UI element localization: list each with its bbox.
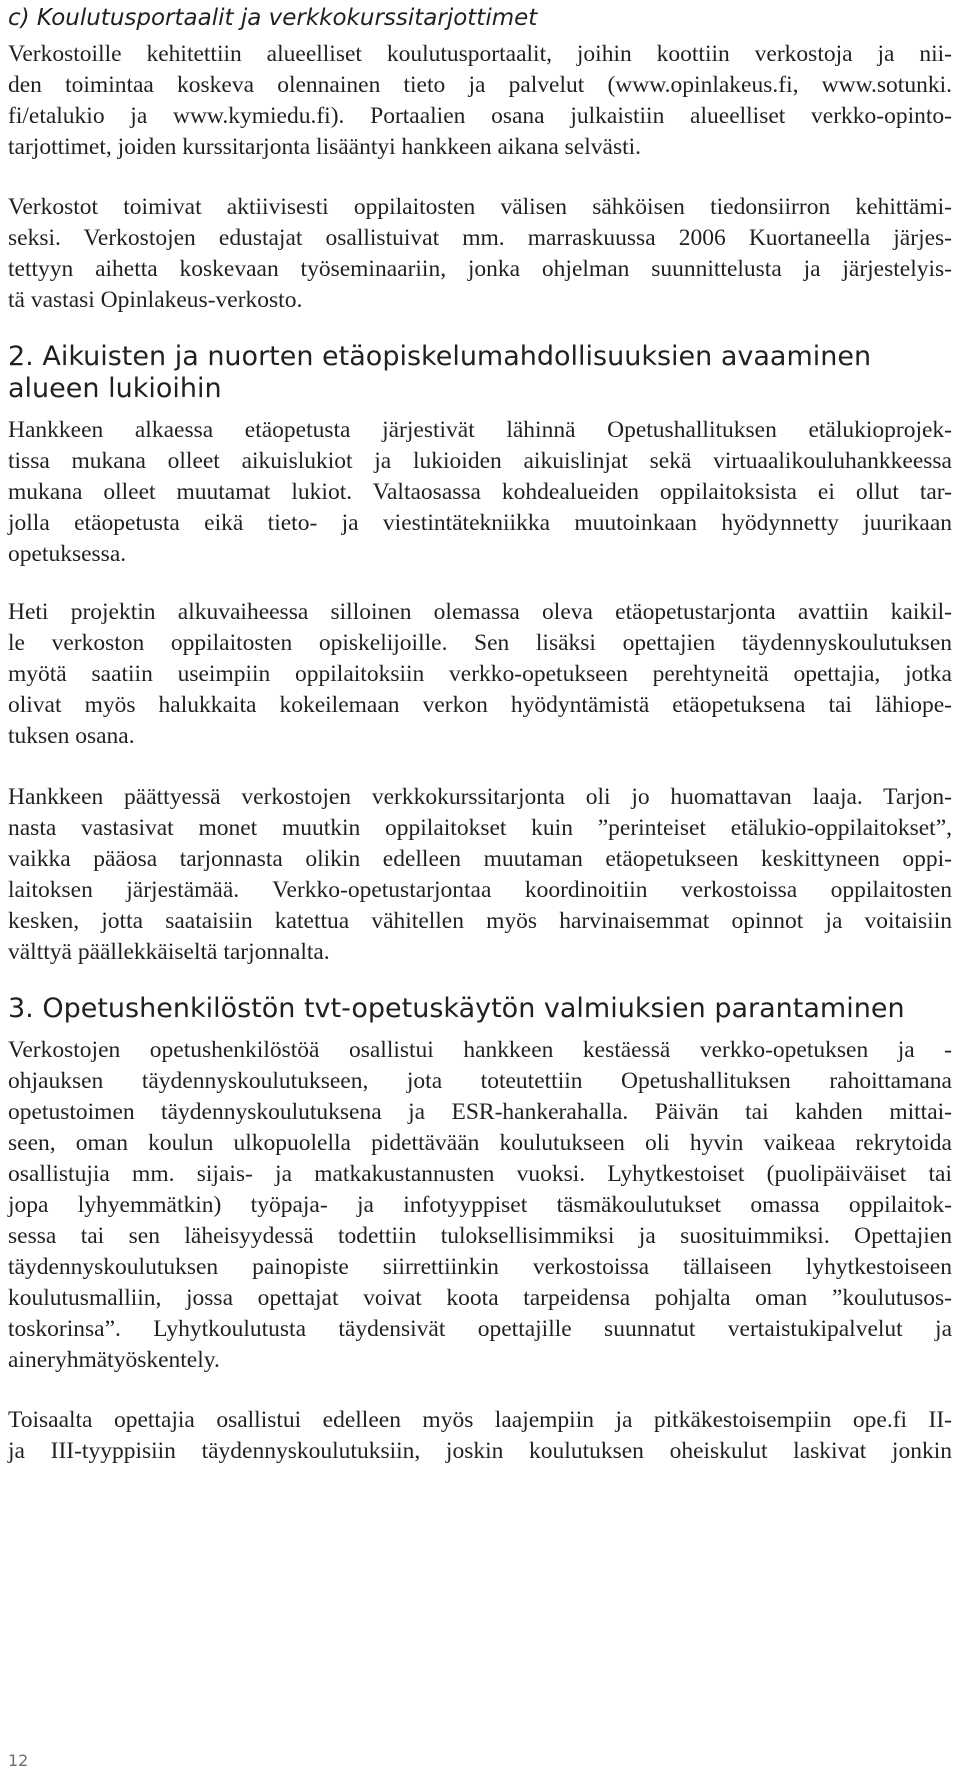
text-line: kesken, jotta saataisiin katettua vähitellen myös harvinaisemmat opinnot ja voitaisiin [8,908,952,934]
text-line: olivat myös halukkaita kokeilemaan verkon hyödyntämistä etäopetuksena tai lähiope- [8,692,952,718]
text-line: tarjottimet, joiden kurssitarjonta lisääntyi hankkeen aikana selvästi. [8,134,642,160]
text-line: Heti projektin alkuvaiheessa silloinen olemassa oleva etäopetustarjonta avattiin kaikil- [8,599,952,625]
text-line: Verkostojen opetushenkilöstöä osallistui hankkeen kestäessä verkko-opetuksen ja - [8,1037,952,1063]
text-line: ja III-tyyppisiin täydennyskoulutuksiin, joskin koulutuksen oheiskulut laskivat jonkin [8,1438,952,1464]
text-line: täydennyskoulutuksen painopiste siirrettiinkin verkostoissa tällaiseen lyhytkestoiseen [8,1254,952,1280]
text-line: tissa mukana olleet aikuislukiot ja lukioiden aikuislinjat sekä virtuaalikouluhankkeessa [8,448,952,474]
text-line: aineryhmätyöskentely. [8,1347,220,1373]
text-line: laitoksen järjestämää. Verkko-opetustarjontaa koordinoitiin verkostoissa oppilaitosten [8,877,952,903]
text-line: jopa lyhyemmätkin) työpaja- ja infotyyppiset täsmäkoulutukset omassa oppilaitok- [8,1192,952,1218]
text-line: den toimintaa koskeva olennainen tieto ja palvelut (www.opinlakeus.fi, www.sotunki. [8,72,952,98]
text-line: tä vastasi Opinlakeus-verkosto. [8,287,303,313]
text-line: koulutusmalliin, jossa opettajat voivat koota tarpeidensa pohjalta oman ”koulutusos- [8,1285,952,1311]
text-line: välttyä päällekkäiseltä tarjonnalta. [8,939,330,965]
section-c-heading: c) Koulutusportaalit ja verkkokurssitarjottimet [8,5,538,31]
text-line: opetustoimen täydennyskoulutuksena ja ESR-hankerahalla. Päivän tai kahden mittai- [8,1099,952,1125]
text-line: le verkoston oppilaitosten opiskelijoille. Sen lisäksi opettajien täydennyskoulutuksen [8,630,952,656]
section-2-heading-line-1: 2. Aikuisten ja nuorten etäopiskelumahdollisuuksien avaaminen [8,341,872,372]
text-line: mukana olleet muutamat lukiot. Valtaosassa kohdealueiden oppilaitoksista ei ollut tar- [8,479,952,505]
text-line: vaikka pääosa tarjonnasta olikin edelleen muutaman etäopetukseen keskittyneen oppi- [8,846,952,872]
text-line: Verkostoille kehitettiin alueelliset koulutusportaalit, joihin koottiin verkostoja ja nii- [8,41,952,67]
text-line: tuksen osana. [8,723,135,749]
text-line: fi/etalukio ja www.kymiedu.fi). Portaalien osana julkaistiin alueelliset verkko-opinto- [8,103,952,129]
section-3-heading: 3. Opetushenkilöstön tvt-opetuskäytön valmiuksien parantaminen [8,993,905,1024]
text-line: Verkostot toimivat aktiivisesti oppilaitosten välisen sähköisen tiedonsiirron kehittämi- [8,194,952,220]
text-line: jolla etäopetusta eikä tieto- ja viestintätekniikka muutoinkaan hyödynnetty juurikaan [8,510,952,536]
text-line: sessa tai sen läheisyydessä todettiin tuloksellisimmiksi ja suosituimmiksi. Opettajien [8,1223,952,1249]
text-line: osallistujia mm. sijais- ja matkakustannusten vuoksi. Lyhytkestoiset (puolipäiväiset tai [8,1161,952,1187]
text-line: nasta vastasivat monet muutkin oppilaitokset kuin ”perinteiset etälukio-oppilaitokset”, [8,815,952,841]
text-line: seksi. Verkostojen edustajat osallistuivat mm. marraskuussa 2006 Kuortaneella järjes- [8,225,952,251]
text-line: toskorinsa”. Lyhytkoulutusta täydensivät opettajille suunnatut vertaistukipalvelut ja [8,1316,952,1342]
text-line: Hankkeen päättyessä verkostojen verkkokurssitarjonta oli jo huomattavan laaja. Tarjon- [8,784,952,810]
text-line: myötä saatiin useimpiin oppilaitoksiin verkko-opetukseen perehtyneitä opettajia, jotka [8,661,952,687]
section-2-heading-line-2: alueen lukioihin [8,373,222,404]
text-line: Toisaalta opettajia osallistui edelleen myös laajempiin ja pitkäkestoisempiin ope.fi II- [8,1407,952,1433]
text-line: ohjauksen täydennyskoulutukseen, jota toteutettiin Opetushallituksen rahoittamana [8,1068,952,1094]
page-number: 12 [8,1751,29,1770]
text-line: Hankkeen alkaessa etäopetusta järjestivät lähinnä Opetushallituksen etälukioprojek- [8,417,952,443]
text-line: opetuksessa. [8,541,127,567]
text-line: seen, oman koulun ulkopuolella pidettävään koulutukseen oli hyvin vaikeaa rekrytoida [8,1130,952,1156]
text-line: tettyyn aihetta koskevaan työseminaariin, jonka ohjelman suunnittelusta ja järjestelyis- [8,256,952,282]
